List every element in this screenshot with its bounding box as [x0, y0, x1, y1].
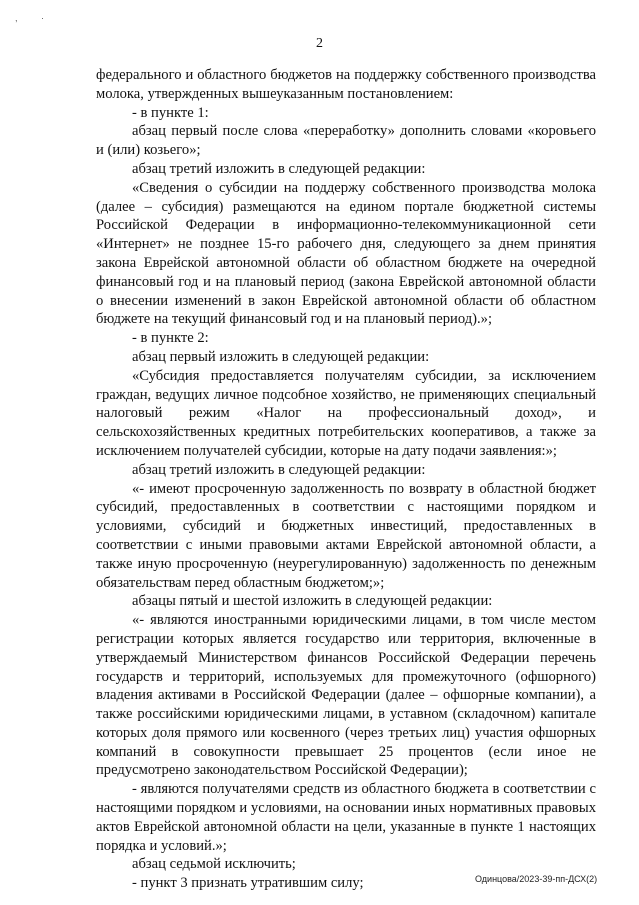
- paragraph: абзац третий изложить в следующей редакции:: [132, 160, 426, 177]
- paragraph: «- имеют просроченную задолженность по возврату в областной бюджет субсидий, предоставленных в соответствии с настоящими порядком и условиями, субсидий и бюджетных инвестиций, предоставленных в соответствии с иными правовыми актами Еврейской автономной области, а также иную просроченную (неурегулированную) задолженность по денежным обязательствам перед областным бюджетом;»;: [96, 480, 596, 591]
- paragraph: «Субсидия предоставляется получателям субсидии, за исключением граждан, ведущих личное подсобное хозяйство, не применяющих специальный налоговый режим «Налог на профессиональный доход», и сельскохозяйственных кредитных потребительских кооперативов, а также за исключением получателей субсидии, которые на дату подачи заявления:»;: [96, 367, 596, 459]
- paragraph: федерального и областного бюджетов на поддержку собственного производства молока, утвержденных вышеуказанным постановлением:: [96, 67, 596, 102]
- paragraph: абзацы пятый и шестой изложить в следующей редакции:: [132, 593, 493, 610]
- paragraph: - пункт 3 признать утратившим силу;: [132, 875, 364, 892]
- paragraph: «- являются иностранными юридическими лицами, в том числе местом регистрации которых является государство или территория, включенные в утверждаемый Министерством финансов Российской Федерации перечень государств и территорий, используемых для промежуточного (офшорного) владения активами в Российской Федерации (далее – офшорные компании), а также российскими юридическими лицами, в уставном (складочном) капитале которых доля прямого или косвенного (через третьих лиц) участия офшорных компаний в совокупности превышает 25 процентов (если иное не предусмотрено законодательством Российской Федерации);: [96, 612, 596, 779]
- footer-document-code: Одинцова/2023-39-пп-ДСХ(2): [475, 874, 598, 884]
- scan-mark: ,: [15, 13, 18, 23]
- paragraph: - в пункте 2:: [132, 330, 209, 347]
- paragraph: «Сведения о субсидии на поддержу собственного производства молока (далее – субсидия) размещаются на едином портале бюджетной системы Российской Федерации в информационно-телекоммуникационной сети «Интернет» не позднее 15-го рабочего дня, следующего за днем принятия закона Еврейской автономной области об областном бюджете на очередной финансовый год и на плановый период (закона Еврейской автономной области о внесении изменений в закон Еврейской автономной области об областном бюджете на текущий финансовый год и на плановый период).»;: [96, 179, 596, 328]
- scan-mark: ·: [41, 13, 44, 23]
- page-number: 2: [316, 36, 323, 51]
- paragraph: - являются получателями средств из областного бюджета в соответствии с настоящими порядком и условиями, на основании иных нормативных правовых актов Еврейской автономной области на цели, указанные в пункте 1 настоящих порядка и условий.»;: [96, 781, 596, 854]
- paragraph: - в пункте 1:: [132, 104, 209, 121]
- document-body: [96, 66, 596, 893]
- paragraph: абзац первый изложить в следующей редакции:: [132, 348, 430, 365]
- paragraph: абзац третий изложить в следующей редакции:: [132, 461, 426, 478]
- paragraph: абзац седьмой исключить;: [132, 856, 296, 873]
- paragraph: абзац первый после слова «переработку» дополнить словами «коровьего и (или) козьего»;: [96, 123, 596, 159]
